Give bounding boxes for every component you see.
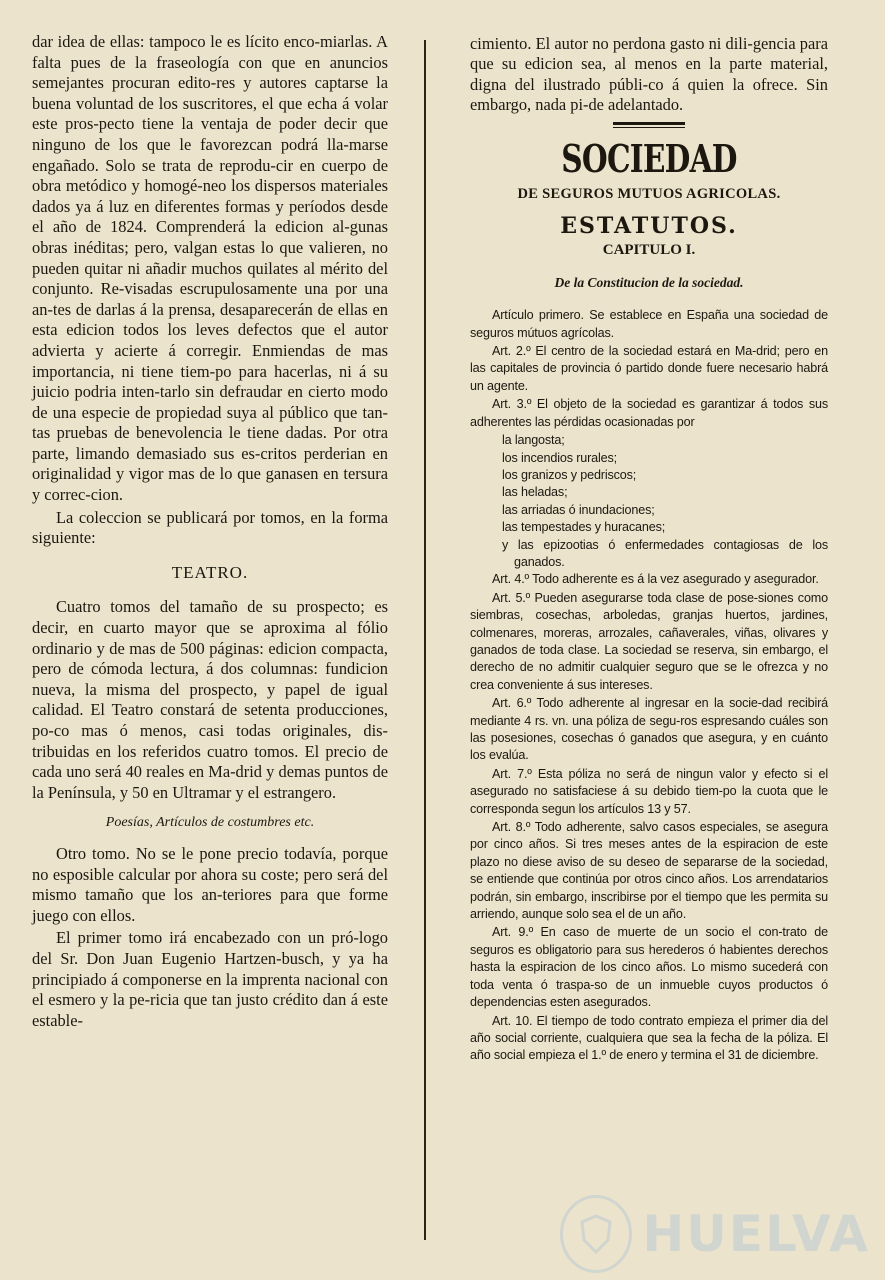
society-subtitle: DE SEGUROS MUTUOS AGRICOLAS. <box>517 185 781 202</box>
article-4: Art. 4.º Todo adherente es á la vez asegurado y asegurador. <box>492 572 819 587</box>
seal-icon <box>560 1195 632 1273</box>
estatutos-heading: ESTATUTOS. <box>560 213 738 240</box>
capitulo-heading: CAPITULO I. <box>602 242 696 259</box>
paragraph-intro: dar idea de ellas: tampoco le es lícito enco-miarlas. A falta pues de la fraseología con que en anuncios semejantes procuran edito-res y autores captarse la buena voluntad de los suscritores, el que echa á volar este pros-pecto tiene la ventaja de poder decir que ninguno de los que le favorezcan podrá lla-marse engañado. Solo se trata de reprodu-cir en cuerpo de obra metódico y homogé-neo los dispersos materiales dados ya á luz en diferentes formas y períodos desde el año de 1824. Comprenderá la edicion al-gunas obras inéditas; pero, valgan estas lo que valieren, no pueden quitar ni añadir muchos quilates al mérito del conjunto. Re-visadas escrupulosamente una por una an-tes de darlas á la prensa, desaparecerán de ellas en esta edicion todos los leves defectos que el autor advierta y acierte á corregir. Enmiendas de mas importancia, ni tiene tiem-po para hacerlas, ni á su juicio podria inten-tarlo sin defraudar en cierto modo de una especie de propiedad suya al público que tan-tas pruebas de benevolencia le tiene dadas. Por otra parte, limando demasiado sus es-critos perderian en originalidad y vigor mas de lo que ganasen en tersura y correc-cion. <box>32 32 388 505</box>
right-column <box>470 34 828 1066</box>
constitucion-heading: De la Constitucion de la sociedad. <box>554 274 744 290</box>
paragraph-teatro: Cuatro tomos del tamaño de su prospecto; es decir, en cuarto mayor que se aproxima al fólio ordinario y de mas de 500 páginas: edicion compacta, pero de cómoda lectura, á dos columnas: fundicion nueva, la misma del prospecto, y papel de igual calidad. El Teatro constará de setenta producciones, po-co mas ó menos, casi todas originales, dis-tribuidas en los referidos cuatro tomos. El precio de cada uno será 40 reales en Ma-drid y demas puntos de la Península, y 50 en Ultramar y el estrangero. <box>32 597 388 802</box>
society-title: SOCIEDAD <box>561 135 737 181</box>
watermark-text: HUELVA <box>642 1205 870 1263</box>
paragraph-continuation: cimiento. El autor no perdona gasto ni dili-gencia para que su edicion sea, al menos en la parte material, digna del ilustrado públi-co á quien la ofrece. Sin embargo, nada pi-de adelantado. <box>470 34 828 115</box>
article-9: Art. 9.º En caso de muerte de un socio el con-trato de seguros es obligatorio para sus herederos ó habientes derechos hasta la espiracion de los cinco años. Lo mismo sucederá con toda venta ó traspa-so de un inmueble cuyos productos ó dependencias esten asegurados. <box>470 925 828 1010</box>
article-8: Art. 8.º Todo adherente, salvo casos especiales, se asegura por cinco años. Si tres meses antes de la espiracion de este plazo no diese aviso de su deseo de separarse de la sociedad, se entiende que continúa por otros cinco años. Los arrendatarios podrán, sin embargo, inscribirse por el tiempo que les permita su arriendo, aunque solo sea el de un año. <box>470 820 828 922</box>
list-item: los granizos y pedriscos; <box>502 467 637 482</box>
library-watermark <box>560 1194 870 1274</box>
left-column <box>32 32 388 1033</box>
list-item: las arriadas ó inundaciones; <box>502 502 655 517</box>
paragraph-primer-tomo: El primer tomo irá encabezado con un pró-logo del Sr. Don Juan Eugenio Hartzen-busch, y ya ha principiado á componerse en la imprenta nacional con el esmero y la pe-ricia que tan justo crédito dan á este estable- <box>32 928 388 1030</box>
list-item: las tempestades y huracanes; <box>502 520 666 535</box>
articles-list <box>470 307 828 1064</box>
section-divider <box>613 122 685 128</box>
list-item: los incendios rurales; <box>502 450 618 465</box>
list-item: la langosta; <box>502 433 565 448</box>
article-10: Art. 10. El tiempo de todo contrato empieza el primer dia del año social corriente, cualquiera que sea la fecha de la póliza. El año social empieza el 1.º de enero y termina el 31 de diciembre. <box>470 1013 828 1063</box>
article-6: Art. 6.º Todo adherente al ingresar en la socie-dad recibirá mediante 4 rs. vn. una póliza de segu-ros espresando cuáles son las posesiones, cosechas ó ganados que asegura, y en cuánto los evalúa. <box>470 696 828 763</box>
paragraph-coleccion: La coleccion se publicará por tomos, en la forma siguiente: <box>32 507 388 548</box>
article-1: Artículo primero. Se establece en España una sociedad de seguros mútuos agrícolas. <box>470 308 828 340</box>
list-item: las heladas; <box>502 485 568 500</box>
article-3: Art. 3.º El objeto de la sociedad es garantizar á todos sus adherentes las pérdidas ocasionadas por <box>470 397 828 429</box>
article-5: Art. 5.º Pueden asegurarse toda clase de pose-siones como siembras, cosechas, arboledas, granjas huertos, jardines, colmenares, moreras, arrozales, cañaverales, viñas, olivares y ganados de toda clase. La sociedad se reserva, sin embargo, el derecho de no admitir cualquier seguro que se le ofrezca y no crea conveniente á sus intereses. <box>470 590 828 692</box>
article-2: Art. 2.º El centro de la sociedad estará en Ma-drid; pero en las capitales de provincia ó partido donde fuere necesario habrá un agente. <box>470 344 828 393</box>
heading-teatro: TEATRO. <box>171 562 249 582</box>
list-item: y las epizootias ó enfermedades contagiosas de los ganados. <box>502 537 828 569</box>
article-3-items <box>470 432 828 571</box>
column-divider <box>424 40 426 1240</box>
article-7: Art. 7.º Esta póliza no será de ningun valor y efecto si el asegurado no satisfaciese á su debido tiem-po la cuota que le corresponda segun los artículos 13 y 57. <box>470 766 828 816</box>
subhead-poesias: Poesías, Artículos de costumbres etc. <box>105 815 315 831</box>
crest-icon <box>572 1210 620 1258</box>
paragraph-otro-tomo: Otro tomo. No se le pone precio todavía, porque no esposible calcular por ahora su coste; pero será del mismo tamaño que los an-teriores para que forme juego con ellos. <box>32 843 388 925</box>
